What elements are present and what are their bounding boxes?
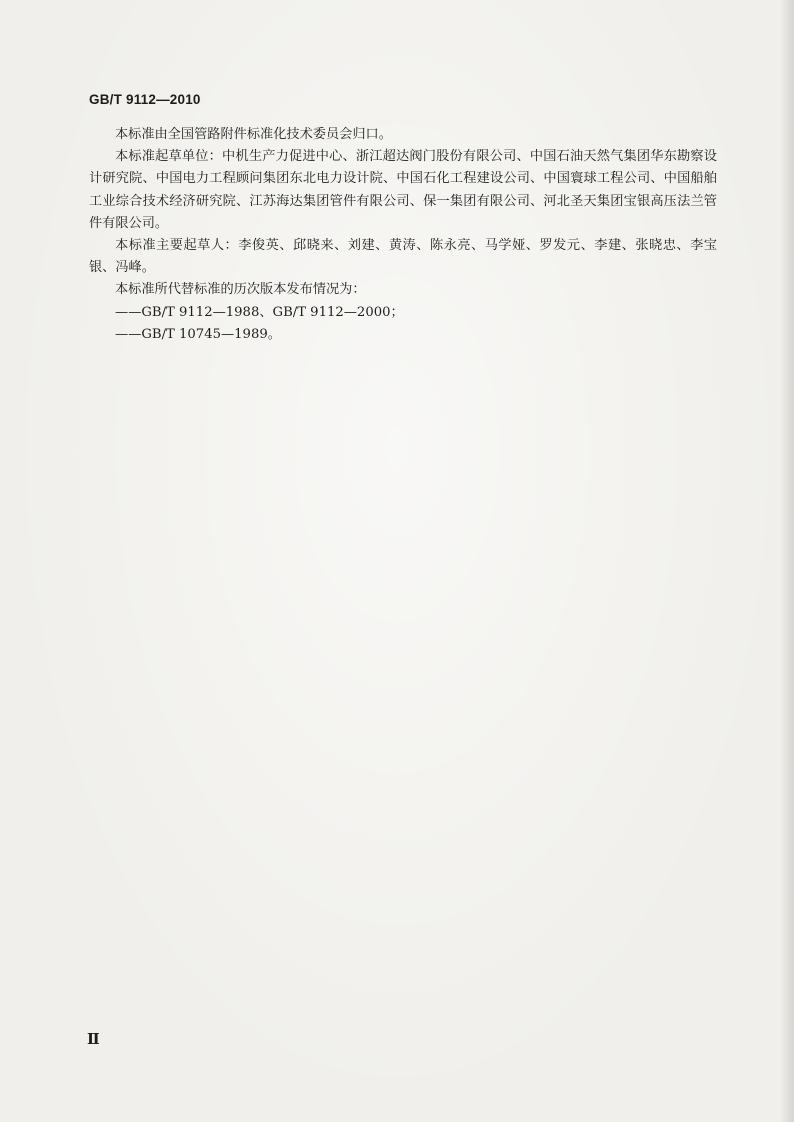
page-edge-shadow: [780, 0, 794, 1122]
standard-code-header: GB/T 9112—2010: [89, 92, 201, 107]
paragraph-drafting-organizations: 本标准起草单位：中机生产力促进中心、浙江超达阀门股份有限公司、中国石油天然气集团华东勘察设计研究院、中国电力工程顾问集团东北电力设计院、中国石化工程建设公司、中国寰球工程公司、中国船舶工业综合技术经济研究院、江苏海达集团管件有限公司、保一集团有限公司、河北圣天集团宝银高压法兰管件有限公司。: [89, 149, 717, 231]
page-number: Ⅱ: [87, 1032, 100, 1048]
replaced-version-item: ——GB/T 10745—1989。: [115, 326, 281, 342]
document-body: [89, 124, 717, 346]
paragraph-version-history: 本标准所代替标准的历次版本发布情况为：: [115, 282, 366, 298]
paragraph-responsible-committee: 本标准由全国管路附件标准化技术委员会归口。: [115, 127, 392, 142]
replaced-version-item: ——GB/T 9112—1988、GB/T 9112—2000；: [115, 304, 404, 320]
paragraph-main-drafters: 本标准主要起草人：李俊英、邱晓来、刘建、黄涛、陈永亮、马学娅、罗发元、李建、张晓忠、李宝银、冯峰。: [89, 238, 717, 276]
